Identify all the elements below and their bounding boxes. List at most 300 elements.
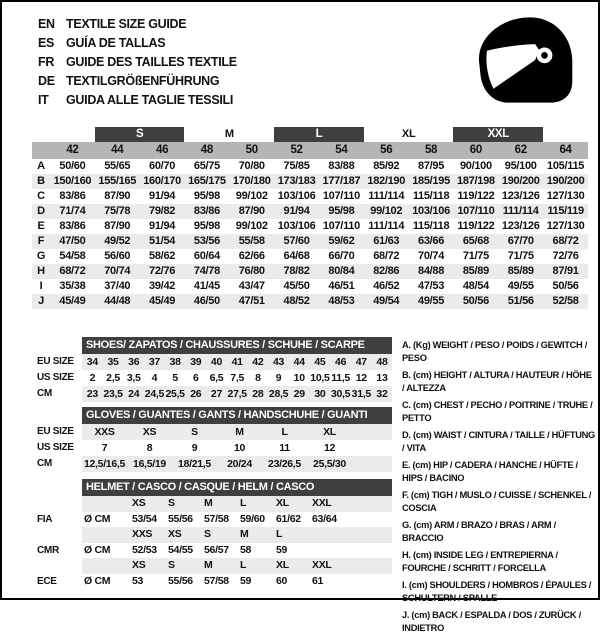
language-title-list — [38, 15, 237, 110]
value-cell: 43 — [268, 354, 289, 370]
size-group-label: XL — [401, 128, 416, 140]
value-cell: 9 — [191, 442, 198, 454]
measure-row — [32, 159, 588, 174]
measure-letter: F — [37, 235, 45, 247]
measure-row — [32, 219, 588, 234]
textile-size-table — [32, 127, 588, 309]
measure-value: 90/100 — [459, 160, 492, 172]
size-number-row — [32, 142, 588, 159]
measure-value: 49/55 — [507, 280, 534, 292]
value-cell: 12 — [323, 442, 336, 454]
measure-value: 95/98 — [193, 220, 220, 232]
helmet-icon — [474, 12, 576, 108]
measure-value: 107/110 — [457, 205, 495, 217]
helmet-value-cell — [346, 574, 392, 590]
measure-value: 71/75 — [507, 250, 534, 262]
value-cell: 2,5 — [106, 372, 120, 384]
measure-value: 127/130 — [546, 190, 585, 202]
value-cell: 40 — [206, 354, 227, 370]
helmet-size-cell: S — [202, 527, 238, 543]
size-number-cell: 46 — [155, 144, 169, 156]
measure-value: 35/38 — [59, 280, 86, 292]
measure-row — [32, 189, 588, 204]
legend-item: D. (cm) WAIST / CINTURA / TAILLE / HÜFTUNG / VITA — [402, 430, 595, 453]
measure-value: 65/68 — [462, 235, 489, 247]
measure-value: 83/86 — [59, 190, 86, 202]
shoes-size-table — [37, 354, 392, 402]
measure-value: 58/62 — [149, 250, 176, 262]
value-cell: 10,5 — [310, 372, 330, 384]
language-row — [38, 34, 237, 53]
gloves-section — [37, 407, 392, 472]
helmet-size-cell: XS — [166, 527, 202, 543]
helmet-sizes-row — [37, 496, 392, 512]
unit-spacer — [82, 496, 130, 512]
measure-value: 41/45 — [193, 280, 220, 292]
size-number-cell: 64 — [559, 144, 572, 156]
measure-value: 66/70 — [328, 250, 355, 262]
value-cell: M — [217, 424, 262, 440]
measure-value: 55/65 — [104, 160, 131, 172]
value-cell: 4 — [151, 372, 158, 384]
measure-value: 49/55 — [418, 295, 445, 307]
measure-value: 119/122 — [457, 190, 495, 202]
value-cell: 2 — [89, 372, 96, 384]
size-number-cell: 54 — [335, 144, 348, 156]
legend-item: C. (cm) CHEST / PECHO / POITRINE / TRUHE / PETTO — [402, 400, 593, 423]
spacer-cell — [543, 127, 588, 142]
measure-value: 127/130 — [546, 220, 585, 232]
size-number-cell: 48 — [200, 144, 213, 156]
helmet-sizes-row — [37, 558, 392, 574]
language-row — [38, 72, 237, 91]
measure-value: 119/122 — [457, 220, 495, 232]
value-cell: 31,5 — [351, 388, 371, 400]
value-cell: 10 — [293, 372, 305, 384]
helmet-value-cell: 61 — [312, 574, 324, 587]
helmet-size-cell: M — [202, 558, 238, 574]
measure-value: 50/56 — [462, 295, 489, 307]
measure-value: 71/74 — [59, 205, 86, 217]
measure-value: 111/114 — [368, 190, 405, 202]
measure-value: 91/94 — [149, 220, 176, 232]
helmet-values-row — [37, 543, 392, 559]
measure-value: 55/58 — [238, 235, 265, 247]
value-cell — [352, 456, 392, 472]
unit-label: Ø CM — [84, 543, 111, 556]
measure-value: 105/115 — [547, 160, 585, 172]
measure-value: 95/100 — [504, 160, 537, 172]
value-cell: 30,5 — [330, 388, 351, 400]
helmet-size-cell: S — [166, 558, 202, 574]
measure-value: 83/88 — [328, 160, 355, 172]
measure-value: 83/86 — [59, 220, 86, 232]
measure-value: 43/47 — [238, 280, 265, 292]
measure-value: 85/89 — [462, 265, 489, 277]
measure-value: 165/175 — [188, 175, 226, 187]
size-group-label: M — [224, 128, 234, 140]
measure-value: 67/70 — [507, 235, 534, 247]
size-number-cell: 58 — [424, 144, 438, 156]
language-row — [38, 15, 237, 34]
row-label: US SIZE — [37, 370, 82, 386]
measure-value: 64/68 — [283, 250, 310, 262]
measure-value: 87/90 — [238, 205, 265, 217]
measure-value: 107/110 — [322, 220, 360, 232]
row-label: CM — [37, 456, 82, 472]
size-number-cell: 44 — [111, 144, 124, 156]
measure-value: 68/72 — [552, 235, 579, 247]
unit-label: Ø CM — [84, 574, 111, 587]
measure-value: 115/118 — [412, 220, 450, 232]
helmet-value-cell: 61/62 — [276, 512, 301, 525]
measure-value: 59/62 — [328, 235, 355, 247]
measure-value: 63/66 — [418, 235, 445, 247]
gloves-section-title: GLOVES / GUANTES / GANTS / HANDSCHUHE / GUANTI — [82, 407, 392, 424]
value-cell: 12 — [355, 372, 367, 384]
measure-value: 103/106 — [412, 205, 450, 217]
helmet-size-cell: L — [238, 558, 274, 574]
measure-value: 115/118 — [412, 190, 450, 202]
measure-value: 187/198 — [457, 175, 495, 187]
measurement-legend — [402, 339, 596, 639]
helmet-size-cell: XS — [130, 558, 166, 574]
letter-col-spacer — [32, 127, 50, 142]
language-row — [38, 91, 237, 110]
value-cell: 32 — [372, 386, 393, 402]
helmet-sizes-row — [37, 527, 392, 543]
value-cell: 26 — [185, 386, 206, 402]
helmet-value-cell: 55/56 — [168, 512, 193, 525]
guide-title: GUÍA DE TALLAS — [66, 36, 166, 50]
value-cell: 29 — [289, 386, 310, 402]
measure-value: 107/110 — [322, 190, 360, 202]
measure-value: 50/56 — [552, 280, 579, 292]
measure-value: 87/91 — [552, 265, 579, 277]
language-code: DE — [38, 74, 55, 88]
helmet-value-cell: 59 — [276, 543, 288, 556]
value-cell: 25,5/30 — [307, 456, 352, 472]
helmet-values-row — [37, 512, 392, 528]
value-cell: L — [262, 424, 307, 440]
helmet-size-cell: M — [202, 496, 238, 512]
helmet-size-cell: L — [274, 527, 310, 543]
measure-value: 185/195 — [412, 175, 450, 187]
measure-row — [32, 264, 588, 279]
measure-value: 72/76 — [149, 265, 176, 277]
shoes-section — [37, 337, 392, 402]
spacer-cell — [50, 127, 95, 142]
size-number-cell: 42 — [66, 144, 79, 156]
letter-col-spacer — [32, 142, 50, 159]
measure-value: 91/94 — [283, 205, 310, 217]
standard-label: CMR — [37, 543, 82, 559]
size-group-label: L — [274, 127, 364, 142]
standard-label: FIA — [37, 512, 82, 528]
table-row — [37, 456, 392, 472]
measure-value: 51/56 — [507, 295, 534, 307]
standard-label: ECE — [37, 574, 82, 590]
measure-value: 76/80 — [238, 265, 265, 277]
row-label: EU SIZE — [37, 424, 82, 440]
row-label — [37, 496, 82, 512]
measure-value: 47/50 — [59, 235, 86, 247]
helmet-values-row — [37, 574, 392, 590]
value-cell: 28,5 — [268, 388, 289, 400]
value-cell: 13 — [376, 372, 388, 384]
measure-value: 84/88 — [418, 265, 445, 277]
measure-row — [32, 294, 588, 309]
measure-value: 83/86 — [193, 205, 220, 217]
measure-value: 177/187 — [322, 175, 361, 187]
value-cell: 8 — [255, 372, 261, 384]
unit-spacer — [82, 558, 130, 574]
measure-value: 53/56 — [193, 235, 220, 247]
size-group-label: XXL — [453, 127, 543, 142]
language-code: FR — [38, 55, 55, 69]
legend-item: I. (cm) SHOULDERS / HOMBROS / ÉPAULES / SCHULTERN / SPALLE — [402, 580, 592, 603]
value-cell: XS — [127, 424, 172, 440]
value-cell: 27 — [206, 386, 227, 402]
value-cell: S — [172, 424, 217, 440]
value-cell: 8 — [146, 442, 153, 454]
measure-letter: I — [39, 280, 43, 292]
value-cell: XL — [307, 424, 352, 440]
measure-value: 70/74 — [104, 265, 131, 277]
table-row — [37, 354, 392, 370]
helmet-size-cell: XL — [274, 496, 310, 512]
measure-row — [32, 279, 588, 294]
measure-value: 99/102 — [370, 205, 403, 217]
helmet-value-cell — [310, 543, 346, 559]
measure-value: 150/160 — [53, 175, 92, 187]
measure-value: 95/98 — [193, 190, 220, 202]
row-label — [37, 527, 82, 543]
measure-value: 111/114 — [368, 220, 405, 232]
measure-value: 52/58 — [552, 295, 579, 307]
value-cell: 25,5 — [165, 388, 185, 400]
value-cell: 38 — [165, 354, 186, 370]
value-cell: 18/21,5 — [172, 456, 217, 472]
value-cell: XXS — [82, 424, 127, 440]
value-cell: 47 — [351, 354, 372, 370]
measure-value: 85/92 — [373, 160, 400, 172]
value-cell: 11 — [279, 442, 290, 454]
language-code: ES — [38, 36, 55, 50]
row-label: CM — [37, 386, 82, 402]
measure-value: 103/106 — [277, 190, 316, 202]
value-cell: 24 — [123, 386, 144, 402]
legend-item: B. (cm) HEIGHT / ALTURA / HAUTEUR / HÖHE / ALTEZZA — [402, 370, 592, 393]
measure-value: 75/78 — [104, 205, 131, 217]
value-cell: 39 — [185, 354, 206, 370]
measure-value: 182/190 — [367, 175, 406, 187]
value-cell — [352, 424, 392, 440]
value-cell — [352, 440, 392, 456]
helmet-size-cell — [346, 496, 392, 512]
legend-item: F. (cm) TIGH / MUSLO / CUISSE / SCHENKEL / COSCIA — [402, 490, 592, 513]
measure-value: 74/78 — [193, 265, 220, 277]
value-cell: 35 — [103, 354, 124, 370]
value-cell: 16,5/19 — [127, 456, 172, 472]
helmet-value-cell: 56/57 — [204, 543, 229, 556]
measure-value: 99/102 — [235, 220, 268, 232]
measure-value: 61/63 — [373, 235, 400, 247]
measure-value: 46/51 — [328, 280, 355, 292]
size-number-cell: 56 — [380, 144, 393, 156]
measure-row — [32, 204, 588, 219]
measure-value: 190/200 — [501, 175, 540, 187]
row-label: EU SIZE — [37, 354, 82, 370]
legend-item: H. (cm) INSIDE LEG / ENTREPIERNA / FOURCHE / SCHRITT / FORCELLA — [402, 550, 558, 573]
measure-value: 190/200 — [546, 175, 585, 187]
measure-value: 75/85 — [283, 160, 310, 172]
value-cell: 34 — [82, 354, 103, 370]
measure-letter: H — [37, 265, 45, 277]
size-number-cell: 62 — [514, 144, 527, 156]
measure-value: 54/58 — [59, 250, 86, 262]
measure-value: 48/54 — [462, 280, 489, 292]
measure-value: 50/60 — [59, 160, 86, 172]
measure-letter: C — [37, 190, 45, 202]
helmet-value-cell: 58 — [240, 543, 252, 556]
table-row — [37, 424, 392, 440]
value-cell: 42 — [248, 354, 269, 370]
measure-value: 79/82 — [149, 205, 176, 217]
measure-value: 46/50 — [193, 295, 220, 307]
measure-value: 60/64 — [193, 250, 220, 262]
value-cell: 6 — [193, 372, 199, 384]
measure-value: 70/80 — [238, 160, 265, 172]
value-cell: 48 — [372, 354, 393, 370]
value-cell: 44 — [289, 354, 310, 370]
measure-value: 87/90 — [104, 190, 131, 202]
value-cell: 10 — [233, 442, 246, 454]
helmet-value-cell: 52/53 — [132, 543, 157, 556]
measure-value: 68/72 — [59, 265, 86, 277]
value-cell: 9 — [275, 372, 282, 384]
helmet-size-table — [37, 496, 392, 589]
value-cell: 23/26,5 — [262, 456, 307, 472]
value-cell: 7 — [101, 442, 108, 454]
measure-letter: E — [37, 220, 45, 232]
measure-value: 48/53 — [328, 295, 355, 307]
measure-value: 115/119 — [547, 205, 584, 217]
measure-value: 82/86 — [373, 265, 400, 277]
measure-value: 57/60 — [283, 235, 310, 247]
value-cell: 5 — [172, 372, 178, 384]
helmet-value-cell: 57/58 — [204, 512, 229, 525]
measure-value: 87/90 — [104, 220, 131, 232]
measure-value: 49/52 — [104, 235, 131, 247]
helmet-size-cell — [346, 558, 392, 574]
measure-value: 48/52 — [283, 295, 310, 307]
table-row — [37, 370, 392, 386]
helmet-size-cell: XS — [130, 496, 166, 512]
measure-value: 47/51 — [238, 295, 265, 307]
measure-letter: G — [36, 250, 46, 262]
measure-letter: D — [37, 205, 45, 217]
value-cell: 23,5 — [103, 388, 123, 400]
measure-letter: A — [37, 160, 45, 172]
helmet-value-cell: 60 — [276, 574, 288, 587]
measure-value: 44/48 — [104, 295, 131, 307]
helmet-value-cell: 53/54 — [132, 512, 157, 525]
helmet-value-cell: 54/55 — [168, 543, 193, 556]
helmet-size-cell: XL — [274, 558, 310, 574]
measure-value: 47/53 — [418, 280, 445, 292]
table-row — [37, 440, 392, 456]
row-label — [37, 558, 82, 574]
measure-value: 70/74 — [418, 250, 445, 262]
legend-item: A. (Kg) WEIGHT / PESO / POIDS / GEWITCH / PESO — [402, 340, 588, 363]
measure-value: 60/70 — [149, 160, 176, 172]
measure-value: 80/84 — [328, 265, 355, 277]
value-cell: 23 — [82, 386, 103, 402]
measure-value: 95/98 — [328, 205, 355, 217]
measure-row — [32, 174, 588, 189]
size-group-row — [32, 127, 588, 142]
helmet-size-cell — [310, 527, 346, 543]
helmet-size-cell: XXL — [310, 496, 346, 512]
measure-letter: B — [37, 175, 45, 187]
measure-value: 111/114 — [502, 205, 539, 217]
helmet-section-title: HELMET / CASCO / CASQUE / HELM / CASCO — [82, 479, 392, 496]
measure-value: 56/60 — [104, 250, 131, 262]
helmet-section — [37, 479, 392, 589]
measure-value: 155/165 — [98, 175, 137, 187]
table-row — [37, 386, 392, 402]
size-number-cell: 52 — [290, 144, 303, 156]
measure-value: 45/50 — [283, 280, 310, 292]
measure-value: 170/180 — [232, 175, 271, 187]
size-number-cell: 60 — [469, 144, 482, 156]
legend-item: J. (cm) BACK / ESPALDA / DOS / ZURÜCK / INDIETRO — [402, 610, 581, 633]
shoes-section-title: SHOES/ ZAPATOS / CHAUSSURES / SCHUHE / SCARPE — [82, 337, 392, 354]
helmet-size-cell: XXL — [310, 558, 346, 574]
measure-value: 78/82 — [283, 265, 310, 277]
value-cell: 30 — [310, 386, 331, 402]
measure-value: 68/72 — [373, 250, 400, 262]
unit-label: Ø CM — [84, 512, 111, 525]
legend-item: E. (cm) HIP / CADERA / HANCHE / HÜFTE / HIPS / BACINO — [402, 460, 578, 483]
legend-item: G. (cm) ARM / BRAZO / BRAS / ARM / BRACCIO — [402, 520, 556, 543]
value-cell: 6,5 — [209, 372, 224, 384]
value-cell: 41 — [227, 354, 248, 370]
value-cell: 36 — [123, 354, 144, 370]
measure-value: 45/49 — [59, 295, 86, 307]
value-cell: 3,5 — [126, 372, 141, 384]
value-cell: 46 — [330, 354, 351, 370]
value-cell: 37 — [144, 354, 165, 370]
guide-title: GUIDA ALLE TAGLIE TESSILI — [66, 93, 234, 107]
measure-value: 91/94 — [149, 190, 176, 202]
value-cell: 12,5/16,5 — [83, 458, 126, 470]
guide-title: TEXTILE SIZE GUIDE — [66, 17, 187, 31]
measure-value: 72/76 — [552, 250, 579, 262]
unit-spacer — [82, 527, 130, 543]
value-cell: 28 — [248, 386, 269, 402]
measure-value: 51/54 — [149, 235, 176, 247]
measure-value: 49/54 — [373, 295, 400, 307]
language-code: IT — [38, 93, 49, 107]
value-cell: 7,5 — [230, 372, 244, 384]
language-row — [38, 53, 237, 72]
helmet-size-cell: S — [166, 496, 202, 512]
measure-value: 123/126 — [501, 220, 540, 232]
measure-value: 62/66 — [238, 250, 265, 262]
gloves-size-table — [37, 424, 392, 472]
